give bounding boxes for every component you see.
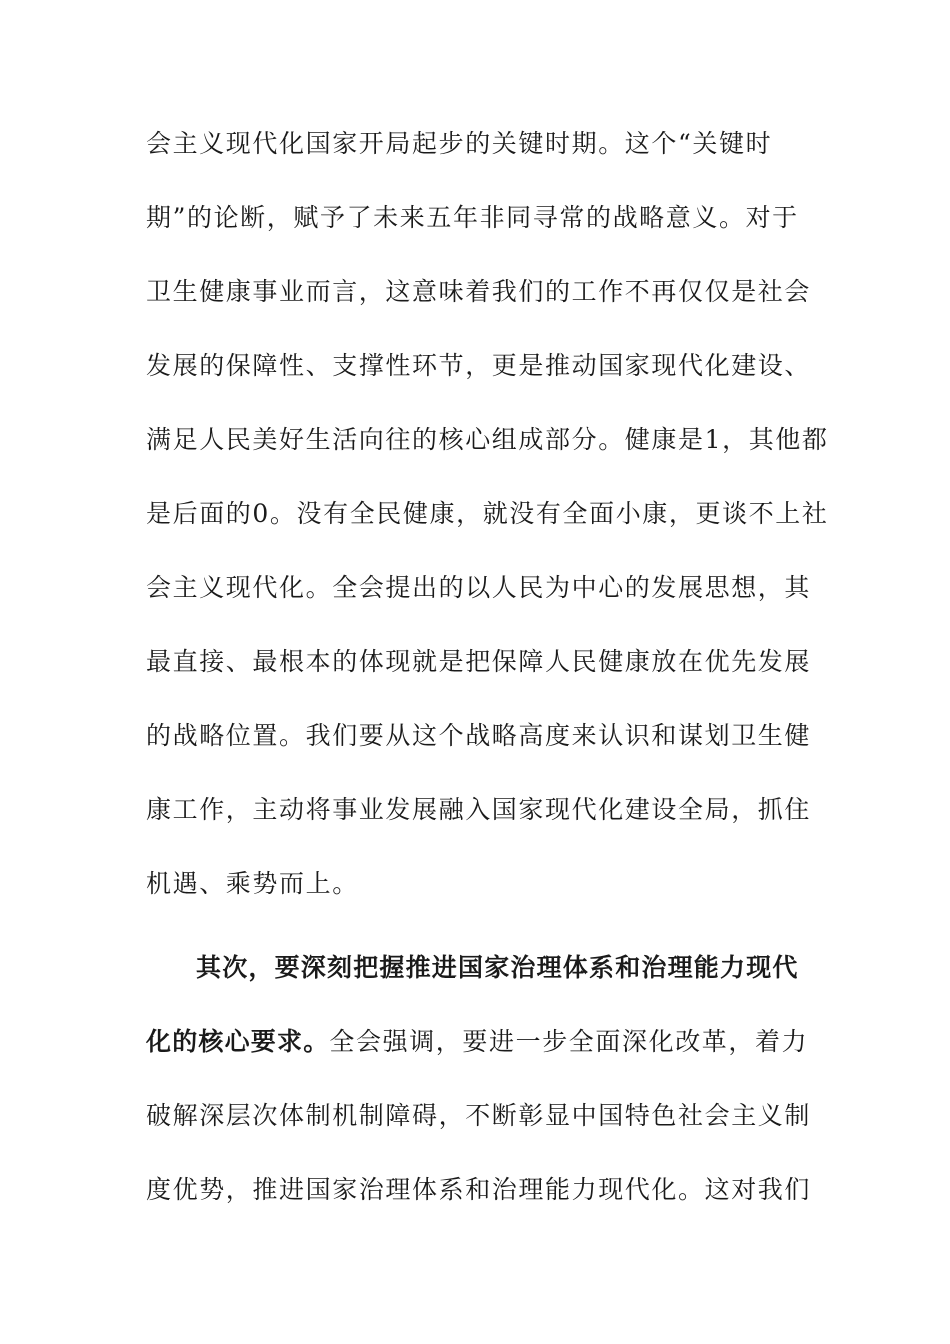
paragraph-line: 会主义现代化。全会提出的以人民为中心的发展思想，其 bbox=[146, 573, 812, 602]
paragraph-line: 满足人民美好生活向往的核心组成部分。健康是1，其他都 bbox=[146, 425, 829, 454]
paragraph-line bbox=[146, 1022, 826, 1062]
paragraph-line: 期”的论断，赋予了未来五年非同寻常的战略意义。对于 bbox=[146, 203, 799, 232]
section-heading-line: 其次，要深刻把握推进国家治理体系和治理能力现代 bbox=[196, 953, 799, 982]
paragraph-line: 最直接、最根本的体现就是把保障人民健康放在优先发展 bbox=[146, 647, 812, 676]
paragraph-line: 发展的保障性、支撑性环节，更是推动国家现代化建设、 bbox=[146, 351, 812, 380]
paragraph-line: 的战略位置。我们要从这个战略高度来认识和谋划卫生健 bbox=[146, 721, 812, 750]
section-heading-end: 化的核心要求。 bbox=[146, 1027, 330, 1056]
paragraph-line: 是后面的0。没有全民健康，就没有全面小康，更谈不上社 bbox=[146, 499, 829, 528]
paragraph-line: 康工作，主动将事业发展融入国家现代化建设全局，抓住 bbox=[146, 795, 812, 824]
paragraph-text: 全会强调，要进一步全面深化改革，着力 bbox=[329, 1027, 809, 1056]
paragraph-line: 度优势，推进国家治理体系和治理能力现代化。这对我们 bbox=[146, 1175, 812, 1204]
paragraph-line: 机遇、乘势而上。 bbox=[146, 869, 359, 898]
paragraph-line: 卫生健康事业而言，这意味着我们的工作不再仅仅是社会 bbox=[146, 277, 812, 306]
paragraph-line: 破解深层次体制机制障碍，不断彰显中国特色社会主义制 bbox=[146, 1101, 812, 1130]
paragraph-line: 会主义现代化国家开局起步的关键时期。这个“关键时 bbox=[146, 129, 773, 158]
